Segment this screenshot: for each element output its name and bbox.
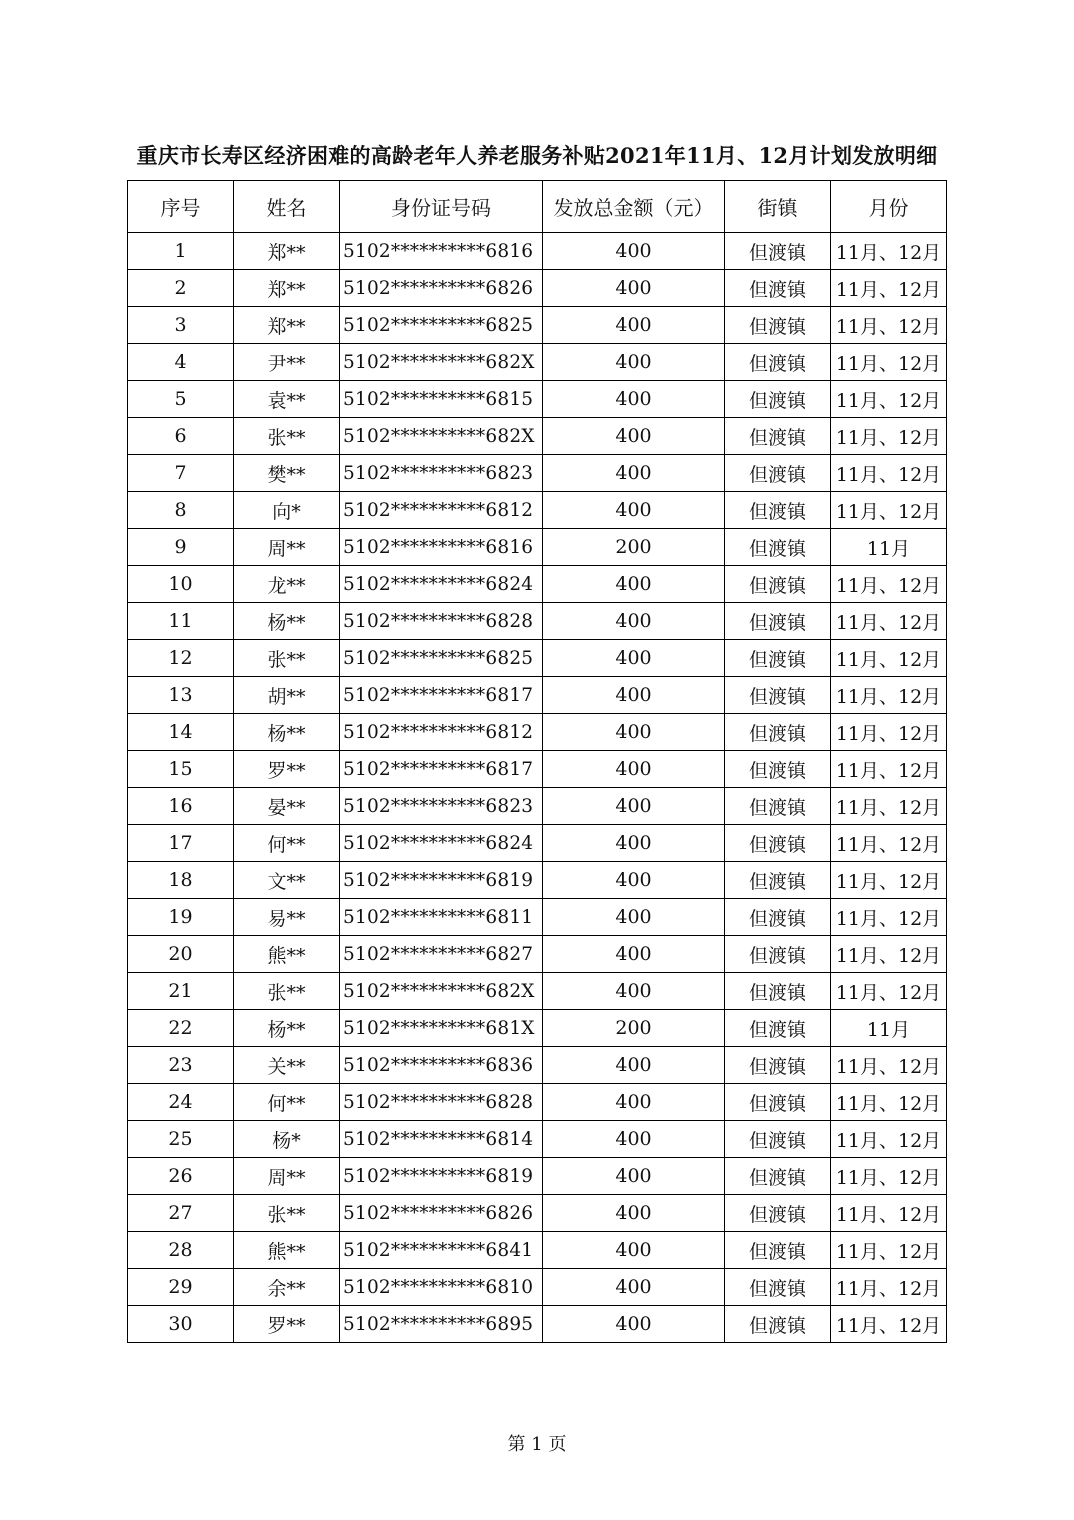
table-row xyxy=(128,714,947,751)
cell-town: 但渡镇 xyxy=(725,677,831,714)
cell-name: 晏** xyxy=(234,788,340,825)
col-header-amount: 发放总金额（元） xyxy=(543,181,725,233)
table-row xyxy=(128,1010,947,1047)
table-row xyxy=(128,677,947,714)
table-row xyxy=(128,381,947,418)
cell-amount: 400 xyxy=(543,566,725,603)
cell-month: 11月、12月 xyxy=(831,1121,947,1158)
cell-amount: 400 xyxy=(543,936,725,973)
page-title: 重庆市长寿区经济困难的高龄老年人养老服务补贴2021年11月、12月计划发放明细 xyxy=(136,143,938,168)
cell-id-number: 5102**********6812 xyxy=(340,492,543,529)
cell-town: 但渡镇 xyxy=(725,418,831,455)
cell-name: 熊** xyxy=(234,936,340,973)
table-row xyxy=(128,788,947,825)
cell-amount: 400 xyxy=(543,1232,725,1269)
cell-town: 但渡镇 xyxy=(725,1158,831,1195)
cell-town: 但渡镇 xyxy=(725,640,831,677)
cell-town: 但渡镇 xyxy=(725,714,831,751)
table-row xyxy=(128,270,947,307)
cell-id-number: 5102**********6816 xyxy=(340,233,543,270)
table-row xyxy=(128,1047,947,1084)
cell-index: 13 xyxy=(128,677,234,714)
cell-index: 24 xyxy=(128,1084,234,1121)
table-row xyxy=(128,566,947,603)
cell-index: 18 xyxy=(128,862,234,899)
cell-amount: 400 xyxy=(543,1158,725,1195)
cell-name: 罗** xyxy=(234,1306,340,1343)
cell-id-number: 5102**********6817 xyxy=(340,751,543,788)
table-row xyxy=(128,1121,947,1158)
cell-amount: 400 xyxy=(543,862,725,899)
cell-name: 张** xyxy=(234,1195,340,1232)
cell-month: 11月、12月 xyxy=(831,566,947,603)
col-header-name: 姓名 xyxy=(234,181,340,233)
cell-index: 10 xyxy=(128,566,234,603)
cell-town: 但渡镇 xyxy=(725,529,831,566)
cell-amount: 400 xyxy=(543,973,725,1010)
cell-month: 11月、12月 xyxy=(831,1269,947,1306)
cell-index: 19 xyxy=(128,899,234,936)
cell-town: 但渡镇 xyxy=(725,751,831,788)
cell-amount: 400 xyxy=(543,1121,725,1158)
cell-month: 11月、12月 xyxy=(831,1158,947,1195)
cell-index: 25 xyxy=(128,1121,234,1158)
col-header-index: 序号 xyxy=(128,181,234,233)
cell-amount: 400 xyxy=(543,714,725,751)
cell-town: 但渡镇 xyxy=(725,788,831,825)
cell-month: 11月、12月 xyxy=(831,344,947,381)
cell-index: 20 xyxy=(128,936,234,973)
table-row xyxy=(128,233,947,270)
cell-town: 但渡镇 xyxy=(725,862,831,899)
cell-amount: 400 xyxy=(543,492,725,529)
cell-amount: 400 xyxy=(543,788,725,825)
header-row xyxy=(128,181,947,233)
cell-month: 11月、12月 xyxy=(831,1084,947,1121)
cell-id-number: 5102**********682X xyxy=(340,344,543,381)
cell-month: 11月、12月 xyxy=(831,381,947,418)
cell-index: 29 xyxy=(128,1269,234,1306)
cell-month: 11月、12月 xyxy=(831,714,947,751)
cell-name: 熊** xyxy=(234,1232,340,1269)
cell-id-number: 5102**********6823 xyxy=(340,455,543,492)
cell-amount: 400 xyxy=(543,1306,725,1343)
cell-id-number: 5102**********6824 xyxy=(340,825,543,862)
cell-name: 樊** xyxy=(234,455,340,492)
cell-index: 27 xyxy=(128,1195,234,1232)
table-row xyxy=(128,862,947,899)
cell-name: 杨* xyxy=(234,1121,340,1158)
cell-month: 11月、12月 xyxy=(831,973,947,1010)
cell-town: 但渡镇 xyxy=(725,1232,831,1269)
subsidy-table xyxy=(127,180,947,1343)
cell-month: 11月、12月 xyxy=(831,751,947,788)
cell-index: 15 xyxy=(128,751,234,788)
cell-id-number: 5102**********6828 xyxy=(340,1084,543,1121)
table-row xyxy=(128,825,947,862)
cell-name: 袁** xyxy=(234,381,340,418)
cell-month: 11月、12月 xyxy=(831,1306,947,1343)
cell-name: 郑** xyxy=(234,270,340,307)
cell-id-number: 5102**********6824 xyxy=(340,566,543,603)
cell-month: 11月 xyxy=(831,529,947,566)
cell-name: 张** xyxy=(234,640,340,677)
table-row xyxy=(128,640,947,677)
cell-town: 但渡镇 xyxy=(725,1084,831,1121)
cell-name: 龙** xyxy=(234,566,340,603)
cell-town: 但渡镇 xyxy=(725,973,831,1010)
col-header-id-number: 身份证号码 xyxy=(340,181,543,233)
cell-name: 杨** xyxy=(234,603,340,640)
cell-month: 11月 xyxy=(831,1010,947,1047)
cell-month: 11月、12月 xyxy=(831,270,947,307)
cell-name: 余** xyxy=(234,1269,340,1306)
cell-id-number: 5102**********6895 xyxy=(340,1306,543,1343)
cell-month: 11月、12月 xyxy=(831,455,947,492)
cell-town: 但渡镇 xyxy=(725,1306,831,1343)
cell-town: 但渡镇 xyxy=(725,1269,831,1306)
cell-name: 何** xyxy=(234,1084,340,1121)
cell-amount: 400 xyxy=(543,677,725,714)
cell-name: 张** xyxy=(234,418,340,455)
cell-amount: 400 xyxy=(543,455,725,492)
cell-name: 郑** xyxy=(234,307,340,344)
cell-amount: 400 xyxy=(543,270,725,307)
table-row xyxy=(128,899,947,936)
cell-id-number: 5102**********682X xyxy=(340,973,543,1010)
cell-index: 3 xyxy=(128,307,234,344)
cell-id-number: 5102**********682X xyxy=(340,418,543,455)
cell-town: 但渡镇 xyxy=(725,1047,831,1084)
cell-town: 但渡镇 xyxy=(725,492,831,529)
cell-town: 但渡镇 xyxy=(725,825,831,862)
cell-name: 向* xyxy=(234,492,340,529)
cell-town: 但渡镇 xyxy=(725,455,831,492)
table-row xyxy=(128,418,947,455)
cell-index: 11 xyxy=(128,603,234,640)
cell-town: 但渡镇 xyxy=(725,899,831,936)
cell-id-number: 5102**********6816 xyxy=(340,529,543,566)
cell-month: 11月、12月 xyxy=(831,1195,947,1232)
cell-id-number: 5102**********6819 xyxy=(340,862,543,899)
table-row xyxy=(128,603,947,640)
cell-month: 11月、12月 xyxy=(831,233,947,270)
cell-name: 易** xyxy=(234,899,340,936)
cell-town: 但渡镇 xyxy=(725,1010,831,1047)
cell-index: 5 xyxy=(128,381,234,418)
cell-name: 罗** xyxy=(234,751,340,788)
cell-index: 9 xyxy=(128,529,234,566)
cell-index: 8 xyxy=(128,492,234,529)
col-header-town: 街镇 xyxy=(725,181,831,233)
table-row xyxy=(128,1195,947,1232)
cell-index: 12 xyxy=(128,640,234,677)
cell-index: 28 xyxy=(128,1232,234,1269)
cell-index: 4 xyxy=(128,344,234,381)
cell-index: 7 xyxy=(128,455,234,492)
cell-id-number: 5102**********6826 xyxy=(340,270,543,307)
cell-amount: 400 xyxy=(543,1047,725,1084)
cell-name: 杨** xyxy=(234,1010,340,1047)
cell-name: 周** xyxy=(234,1158,340,1195)
table-row xyxy=(128,1306,947,1343)
cell-name: 关** xyxy=(234,1047,340,1084)
cell-amount: 400 xyxy=(543,751,725,788)
cell-month: 11月、12月 xyxy=(831,825,947,862)
table-body xyxy=(128,233,947,1343)
cell-amount: 400 xyxy=(543,899,725,936)
cell-name: 郑** xyxy=(234,233,340,270)
page-number: 第 1 页 xyxy=(507,1434,567,1455)
cell-month: 11月、12月 xyxy=(831,492,947,529)
cell-amount: 200 xyxy=(543,529,725,566)
table-row xyxy=(128,307,947,344)
cell-month: 11月、12月 xyxy=(831,936,947,973)
cell-name: 张** xyxy=(234,973,340,1010)
cell-month: 11月、12月 xyxy=(831,640,947,677)
cell-town: 但渡镇 xyxy=(725,1121,831,1158)
cell-town: 但渡镇 xyxy=(725,936,831,973)
cell-month: 11月、12月 xyxy=(831,677,947,714)
cell-town: 但渡镇 xyxy=(725,381,831,418)
cell-id-number: 5102**********6825 xyxy=(340,307,543,344)
table-row xyxy=(128,1269,947,1306)
cell-amount: 400 xyxy=(543,344,725,381)
cell-id-number: 5102**********681X xyxy=(340,1010,543,1047)
cell-town: 但渡镇 xyxy=(725,1195,831,1232)
cell-name: 尹** xyxy=(234,344,340,381)
cell-name: 文** xyxy=(234,862,340,899)
cell-name: 周** xyxy=(234,529,340,566)
cell-id-number: 5102**********6814 xyxy=(340,1121,543,1158)
cell-name: 胡** xyxy=(234,677,340,714)
cell-id-number: 5102**********6811 xyxy=(340,899,543,936)
table-row xyxy=(128,973,947,1010)
table-row xyxy=(128,492,947,529)
cell-id-number: 5102**********6819 xyxy=(340,1158,543,1195)
cell-amount: 400 xyxy=(543,1269,725,1306)
cell-town: 但渡镇 xyxy=(725,344,831,381)
table-row xyxy=(128,1084,947,1121)
cell-amount: 400 xyxy=(543,1084,725,1121)
cell-index: 21 xyxy=(128,973,234,1010)
cell-town: 但渡镇 xyxy=(725,603,831,640)
cell-month: 11月、12月 xyxy=(831,788,947,825)
cell-amount: 400 xyxy=(543,1195,725,1232)
cell-town: 但渡镇 xyxy=(725,233,831,270)
cell-town: 但渡镇 xyxy=(725,270,831,307)
cell-month: 11月、12月 xyxy=(831,899,947,936)
cell-town: 但渡镇 xyxy=(725,566,831,603)
table-row xyxy=(128,1158,947,1195)
table-row xyxy=(128,751,947,788)
cell-amount: 400 xyxy=(543,418,725,455)
cell-index: 23 xyxy=(128,1047,234,1084)
cell-town: 但渡镇 xyxy=(725,307,831,344)
cell-name: 何** xyxy=(234,825,340,862)
cell-name: 杨** xyxy=(234,714,340,751)
cell-index: 22 xyxy=(128,1010,234,1047)
table-header xyxy=(128,181,947,233)
table-row xyxy=(128,1232,947,1269)
table-row xyxy=(128,455,947,492)
cell-amount: 400 xyxy=(543,381,725,418)
cell-index: 30 xyxy=(128,1306,234,1343)
table-row xyxy=(128,936,947,973)
cell-id-number: 5102**********6827 xyxy=(340,936,543,973)
cell-index: 2 xyxy=(128,270,234,307)
cell-month: 11月、12月 xyxy=(831,603,947,640)
cell-amount: 200 xyxy=(543,1010,725,1047)
cell-id-number: 5102**********6826 xyxy=(340,1195,543,1232)
cell-index: 16 xyxy=(128,788,234,825)
cell-id-number: 5102**********6841 xyxy=(340,1232,543,1269)
cell-amount: 400 xyxy=(543,307,725,344)
col-header-month: 月份 xyxy=(831,181,947,233)
cell-amount: 400 xyxy=(543,825,725,862)
cell-index: 1 xyxy=(128,233,234,270)
cell-amount: 400 xyxy=(543,603,725,640)
cell-index: 6 xyxy=(128,418,234,455)
cell-id-number: 5102**********6815 xyxy=(340,381,543,418)
cell-amount: 400 xyxy=(543,233,725,270)
cell-month: 11月、12月 xyxy=(831,418,947,455)
table-row xyxy=(128,529,947,566)
cell-id-number: 5102**********6836 xyxy=(340,1047,543,1084)
cell-month: 11月、12月 xyxy=(831,1232,947,1269)
cell-id-number: 5102**********6817 xyxy=(340,677,543,714)
cell-id-number: 5102**********6810 xyxy=(340,1269,543,1306)
cell-index: 17 xyxy=(128,825,234,862)
cell-month: 11月、12月 xyxy=(831,1047,947,1084)
cell-id-number: 5102**********6823 xyxy=(340,788,543,825)
cell-id-number: 5102**********6828 xyxy=(340,603,543,640)
cell-index: 26 xyxy=(128,1158,234,1195)
cell-month: 11月、12月 xyxy=(831,307,947,344)
cell-month: 11月、12月 xyxy=(831,862,947,899)
cell-id-number: 5102**********6825 xyxy=(340,640,543,677)
cell-id-number: 5102**********6812 xyxy=(340,714,543,751)
cell-index: 14 xyxy=(128,714,234,751)
table-row xyxy=(128,344,947,381)
cell-amount: 400 xyxy=(543,640,725,677)
